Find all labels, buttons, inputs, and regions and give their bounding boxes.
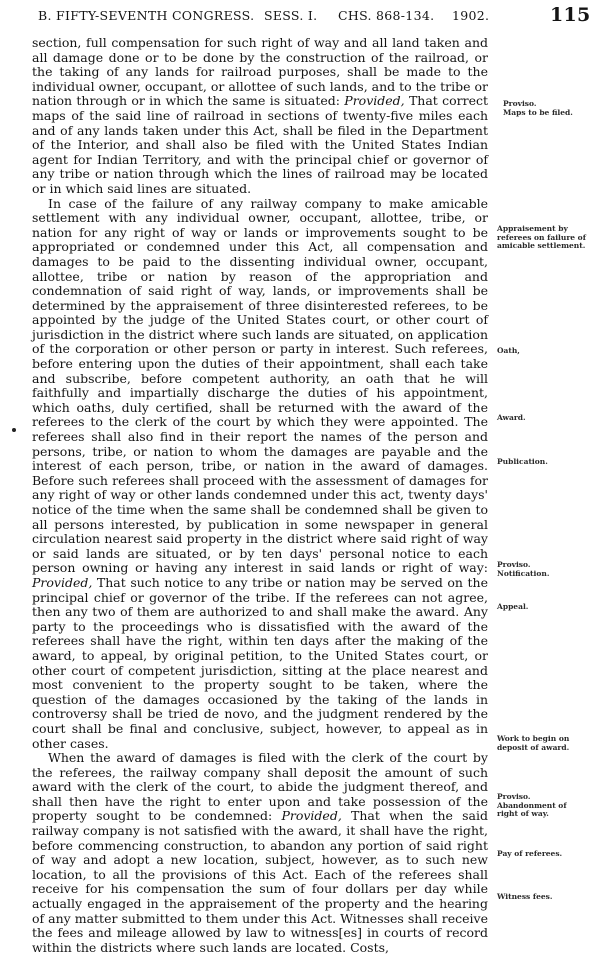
note-appraisement: Appraisement by referees on failure of amicable settlement. [497, 224, 586, 251]
note-appeal: Appeal. [497, 602, 529, 611]
paragraph-referees: In case of the failure of any railway company to make amicable settlement with any individual owner, occupant, allottee, tribe, or nation for any right of way or lands or improvements sought to be appropriated or condemned under this Act, all compensation and damages to be paid to the dissenting individual owner, occupant, allottee, tribe or nation by reason of the appropriation and condemnation of said right of way, lands, or improvements shall be determined by the appraisement of three disinterested referees, to be appointed by the judge of the United States court, or other court of jurisdiction in the district where such lands are situated, on application of the corporation or other person or party in interest. Such referees, before entering upon the duties of their appointment, shall each take and subscribe, before competent authority, an oath that he will faithfully and impartially discharge the duties of his appointment, which oaths, duly certified, shall be returned with the award of the referees to the clerk of the court by which they were appointed. The referees shall also find in their report the names of the person and persons, tribe, or nation to whom the damages are payable and the interest of each person, tribe, or nation in the award of damages. Before such referees shall proceed with the assessment of damages for any right of way or other lands condemned under this act, twenty days' notice of the time when the same shall be condemned shall be given to all persons interested, by publication in some newspaper in general circulation nearest said property in the district where said right of way or said lands are situated, or by ten days' personal notice to each person owning or having any interest in said lands or right of way: Provided, That such notice to any tribe or nation may be served on the principal chief or governor of the tribe. If the referees can not agree, then any two of them are authorized to and shall make the award. Any party to the proceedings who is dissatisfied with the award of the referees shall have the right, within ten days after the making of the award, to appeal, by original petition, to the United States court, or other court of competent jurisdiction, sitting at the place nearest and most convenient to the property sought to be taken, where the question of the damages occasioned by the taking of the lands in controversy shall be tried de novo, and the judgment rendered by the court shall be final and conclusive, subject, however, to appeal as in other cases. [32, 195, 488, 751]
header-congress-title: B. FIFTY-SEVENTH CONGRESS. [38, 8, 255, 23]
note-proviso-maps: Proviso. Maps to be filed. [503, 99, 573, 117]
running-header [38, 4, 598, 26]
paragraph-deposit-award: When the award of damages is filed with the clerk of the court by the referees, the railway company shall deposit the amount of such award with the clerk of the court, to abide the judgment thereof, and shall then have the right to enter upon and take possession of the property sought to be condemned: Provided, That when the said railway company is not satisfied with the award, it shall have the right, before commencing construction, to abandon any portion of said right of way and adopt a new location, subject, however, as to such new location, to all the provisions of this Act. Each of the referees shall receive for his compensation the sum of four dollars per day while actually engaged in the appraisement of the property and the hearing of any matter submitted to them under this Act. Witnesses shall receive the fees and mileage allowed by law to witness[es] in courts of record within the districts where such lands are located. Costs, [32, 750, 488, 955]
note-pay-of-referees: Pay of referees. [497, 849, 563, 858]
note-work-begin: Work to begin on deposit of award. [497, 734, 570, 752]
statute-text [32, 36, 488, 955]
note-publication: Publication. [497, 457, 548, 466]
provided-keyword: Provided, [32, 574, 93, 590]
margin-ink-dot [12, 428, 16, 432]
note-proviso-abandonment: Proviso. Abandonment of right of way. [497, 792, 567, 819]
header-chapters: CHS. 868-134. [338, 8, 435, 23]
note-proviso-notification: Proviso. Notification. [497, 560, 550, 578]
header-session: SESS. I. [264, 8, 318, 23]
provided-keyword: Provided, [281, 808, 342, 824]
note-oath: Oath, [497, 346, 520, 355]
paragraph-right-of-way: section, full compensation for such right of way and all land taken and all damage done or to be done by the construction of the railroad, or the taking of any lands for railroad purposes, shall be made to the individual owner, occupant, or allottee of such lands, and to the tribe or nation through or in which the same is situated: Provided, That correct maps of the said line of railroad in sections of twenty-five miles each and of any lands taken under this Act, shall be filed in the Department of the Interior, and shall also be filed with the United States Indian agent for Indian Territory, and with the principal chief or governor of any tribe or nation through which the lines of railroad may be located or in which said lines are situated. [32, 35, 488, 196]
provided-keyword: Provided, [344, 93, 405, 109]
note-witness-fees: Witness fees. [497, 892, 553, 901]
header-year: 1902. [452, 8, 490, 23]
page-number: 115 [550, 4, 591, 26]
note-award: Award. [497, 413, 526, 422]
